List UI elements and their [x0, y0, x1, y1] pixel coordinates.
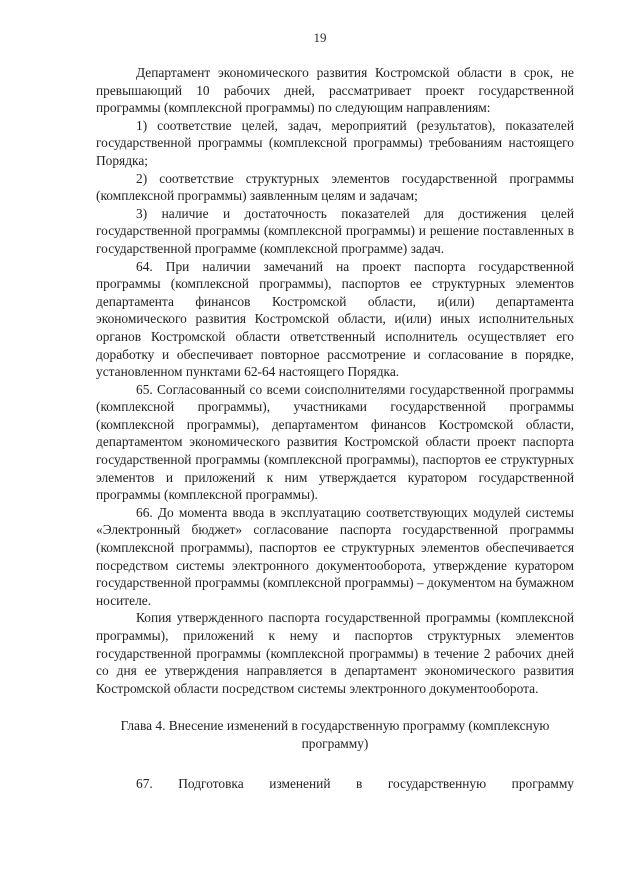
paragraph-66: 66. До момента ввода в эксплуатацию соответствующих модулей системы «Электронный бюджет» согласование паспорта государственной программы (комплексной программы), паспортов ее структурных элементов обеспечивается посредством системы электронного документооборота, утверждение куратором государственной программы (комплексной программы) – документом на бумажном носителе. [96, 504, 574, 608]
paragraph-item-2: 2) соответствие структурных элементов государственной программы (комплексной программы) заявленным целям и задачам; [96, 170, 574, 204]
page-number: 19 [313, 30, 327, 45]
chapter-heading: Глава 4. Внесение изменений в государственную программу (комплексную программу) [120, 718, 550, 751]
paragraph-item-3: 3) наличие и достаточность показателей для достижения целей государственной программы (комплексной программы) и решение поставленных в государственной программе (комплексной программе) задач. [96, 205, 574, 256]
document-body [96, 64, 574, 792]
paragraph-item-1: 1) соответствие целей, задач, мероприятий (результатов), показателей государственной программы (комплексной программы) требованиям настоящего Порядка; [96, 117, 574, 168]
paragraph-64: 64. При наличии замечаний на проект паспорта государственной программы (комплексной программы), паспортов ее структурных элементов департамента финансов Костромской области, и(или) департамента экономического развития Костромской области, и(или) иных исполнительных органов Костромской области ответственный исполнитель осуществляет его доработку и обеспечивает повторное рассмотрение и согласование в порядке, установленном пунктами 62-64 настоящего Порядка. [96, 258, 574, 380]
paragraph-67-start: 67. Подготовка изменений в государственную программу [136, 775, 574, 791]
paragraph-65: 65. Согласованный со всеми соисполнителями государственной программы (комплексной программы), участниками государственной программы (комплексной программы), департаментом финансов Костромской области, департаментом экономического развития Костромской области проект паспорта государственной программы (комплексной программы), паспортов ее структурных элементов и приложений к ним утверждается куратором государственной программы (комплексной программы). [96, 381, 574, 503]
paragraph-copy: Копия утвержденного паспорта государственной программы (комплексной программы), приложений к нему и паспортов структурных элементов государственной программы (комплексной программы) в течение 2 рабочих дней со дня ее утверждения направляется в департамент экономического развития Костромской области посредством системы электронного документооборота. [96, 610, 574, 696]
paragraph-intro: Департамент экономического развития Костромской области в срок, не превышающий 10 рабочих дней, рассматривает проект государственной программы (комплексной программы) по следующим направлениям: [96, 65, 574, 116]
